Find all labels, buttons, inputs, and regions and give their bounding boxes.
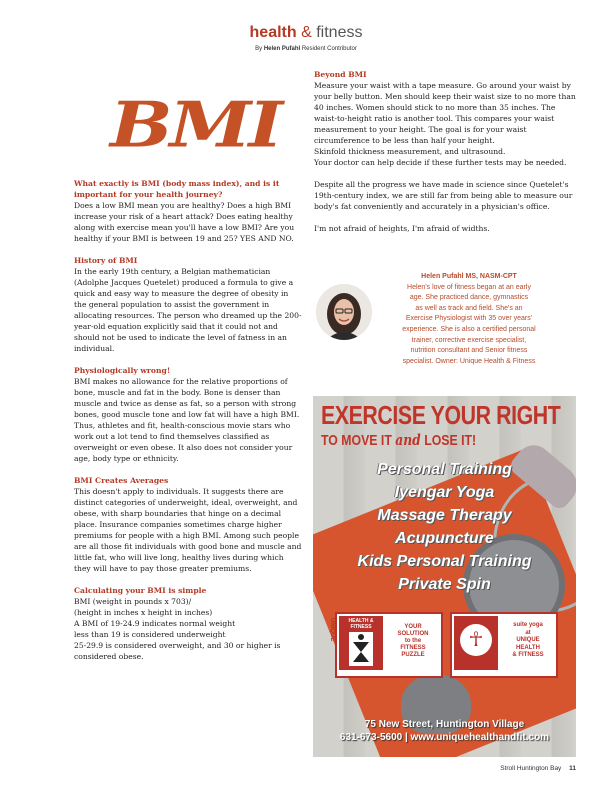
- advertisement: [313, 396, 576, 757]
- unique-logo-tag: HEALTH & FITNESS: [348, 618, 374, 630]
- ad-address: 75 New Street, Huntington Village: [364, 719, 525, 730]
- section-header: [0, 22, 612, 42]
- heading-calculating: Calculating your BMI is simple: [74, 586, 207, 595]
- service-item: Personal Training: [377, 461, 512, 478]
- heading-what-is-bmi: What exactly is BMI (body mass index), and is it important for your health journey?: [74, 179, 280, 199]
- yoga-line: HEALTH: [516, 644, 540, 651]
- formula-line: 25-29.9 is considered overweight, and 30 or higher is considered obese.: [74, 641, 281, 661]
- byline-author: Helen Pufahl: [263, 46, 301, 52]
- formula-line: A BMI of 19-24.9 indicates normal weight: [74, 619, 236, 628]
- ad-subhead: [321, 431, 476, 449]
- para-despite: Despite all the progress we have made in science since Quetelet's 19th-century index, we are still far from being able to measure our body's fat conveniently and accurately in a physician's office.: [314, 180, 573, 211]
- yoga-text: [502, 622, 554, 660]
- ad-contact: [313, 718, 576, 744]
- author-text: [360, 272, 578, 367]
- ad-phone-website[interactable]: 631-673-5600 | www.uniquehealthandfit.com: [339, 732, 550, 743]
- para-doctor: Your doctor can help decide if these further tests may be needed.: [314, 158, 567, 167]
- solution-line: SOLUTION: [397, 631, 429, 637]
- byline: [0, 46, 612, 52]
- byline-role: Resident Contributor: [301, 46, 357, 52]
- page-footer: [500, 765, 576, 772]
- service-item: Iyengar Yoga: [394, 484, 495, 501]
- bio-line: specialist. Owner: Unique Health & Fitness: [402, 357, 536, 365]
- section-label-amp: &: [301, 24, 312, 41]
- heading-physiologically-wrong: Physiologically wrong!: [74, 366, 171, 375]
- formula-line: (height in inches x height in inches): [74, 608, 213, 617]
- formula-line: BMI (weight in pounds x 703)/: [74, 597, 192, 606]
- formula-line: less than 19 is considered underweight: [74, 630, 226, 639]
- author-name: Helen Pufahl MS, NASM-CPT: [421, 273, 517, 280]
- ad-subhead-pre: TO MOVE IT: [321, 432, 392, 449]
- solution-line: to the: [404, 638, 422, 644]
- bio-line: as well as track and field. She's an: [415, 304, 523, 312]
- unique-fitness-logo: [329, 612, 443, 678]
- bio-line: experience. She is also a certified personal: [402, 325, 536, 333]
- section-label-health: health: [249, 24, 297, 41]
- heading-averages: BMI Creates Averages: [74, 476, 169, 485]
- para-waist: Measure your waist with a tape measure. Go around your waist by your belly button. Men should keep their waist size to no more than 40 inches. Women should stick to no more than 35 inches. The waist-to-height ratio is another tool. This compares your waist measurement to your height. The goal is for your waist circumference to be less than half your height.: [314, 81, 576, 145]
- ad-services: [313, 458, 576, 596]
- heading-history: History of BMI: [74, 256, 138, 265]
- section-label-fitness: fitness: [316, 24, 363, 41]
- service-item: Massage Therapy: [377, 507, 512, 524]
- para-averages: This doesn't apply to individuals. It suggests there are distinct categories of underweight, ideal, overweight, and obese, with sharp boundaries that hinge on a decimal place. Insurance companies sometimes charge higher premiums for people with a high BMI. Among such people are all those fit individuals with good bone and muscle and little fat, who will live long, healthy lives during which they will have to pay those greater premiums.: [74, 487, 302, 573]
- ad-subhead-and: and: [395, 431, 421, 449]
- yoga-logo-mark: [454, 616, 498, 670]
- suite-yoga-logo: [450, 612, 558, 678]
- author-bio: [316, 272, 576, 382]
- unique-vertical-text: UNIQUE: [329, 618, 335, 642]
- ad-headline: EXERCISE YOUR RIGHT: [321, 400, 561, 430]
- solution-text: [389, 624, 437, 659]
- bio-line: age. She practiced dance, gymnastics: [409, 294, 529, 302]
- left-column: [74, 178, 302, 662]
- para-skinfold: Skinfold thickness measurement, and ultrasound.: [314, 147, 506, 156]
- solution-line: PUZZLE: [401, 652, 425, 658]
- yoga-line: at: [525, 629, 531, 636]
- byline-prefix: By: [255, 46, 263, 52]
- yoga-line: & FITNESS: [512, 652, 544, 658]
- para-history: In the early 19th century, a Belgian mathematician (Adolphe Jacques Quetelet) produced a formula to give a quick and easy way to measure the degree of obesity in the general population to assist the government in allocating resources. The person who dreamed up the 200-year-old equation explicitly said that it could not and should not be used to indicate the level of fatness in an individual.: [74, 267, 302, 353]
- bio-line: Helen's love of fitness began at an early: [407, 283, 531, 291]
- bio-line: trainer, corrective exercise specialist,: [411, 336, 527, 344]
- right-column: [314, 69, 576, 234]
- para-quote: I'm not afraid of heights, I'm afraid of widths.: [314, 224, 490, 233]
- yoga-pose-icon: ☥: [468, 629, 484, 651]
- bio-line: nutrition consultant and Senior fitness: [410, 347, 528, 355]
- bio-line: Exercise Physiologist with 35 over years': [405, 315, 533, 323]
- article-title: BMI: [110, 88, 281, 162]
- heading-beyond-bmi: Beyond BMI: [314, 70, 367, 79]
- service-item: Kids Personal Training: [357, 553, 532, 570]
- service-item: Private Spin: [398, 576, 491, 593]
- publication-name: Stroll Huntington Bay: [500, 765, 562, 772]
- ad-subhead-post: LOSE IT!: [424, 432, 477, 449]
- unique-logo-mark: [339, 616, 383, 670]
- page-number: 11: [569, 765, 576, 772]
- service-item: Acupuncture: [395, 530, 494, 547]
- solution-line: FITNESS: [400, 645, 426, 651]
- solution-line: YOUR: [404, 624, 422, 630]
- yoga-line: UNIQUE: [516, 637, 540, 643]
- puzzle-figure-icon: [349, 632, 373, 666]
- para-what-is-bmi: Does a low BMI mean you are healthy? Does a high BMI increase your risk of a heart attack? Does eating healthy along with exercise mean you'll have a low BMI? Are you healthy if your BMI is between 19 and 25? YES AND NO.: [74, 201, 295, 243]
- yoga-line: suite yoga: [513, 622, 543, 628]
- para-physiologically-wrong: BMI makes no allowance for the relative proportions of bone, muscle and fat in the body. Bone is denser than muscle and twice as dense as fat, so a person with strong bones, good muscle tone and low fat will have a high BMI. Thus, athletes and fit, health-conscious movie stars who work out a lot tend to find themselves classified as overweight or even obese. It also does not consider your age, body type or ethnicity.: [74, 377, 300, 463]
